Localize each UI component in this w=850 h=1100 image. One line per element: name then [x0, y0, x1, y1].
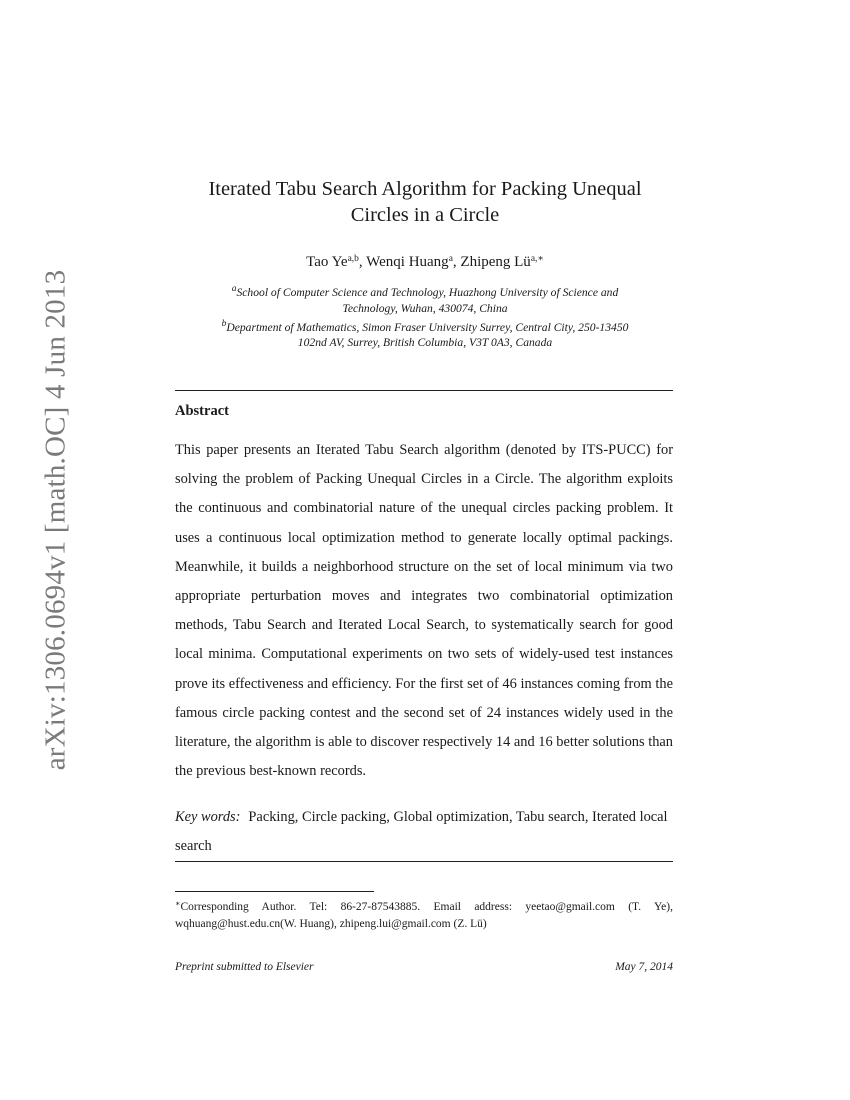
- preprint-note: Preprint submitted to Elsevier: [175, 961, 314, 973]
- abstract-text: This paper presents an Iterated Tabu Search algorithm (denoted by ITS-PUCC) for solving the problem of Packing Unequal Circles in a Circle. The algorithm exploits the continuous and combinatorial nature of the unequal circles packing problem. It uses a continuous local optimization method to generate locally optimal packings. Meanwhile, it builds a neighborhood structure on the set of local minimum via two appropriate perturbation moves and integrates two combinatorial optimization methods, Tabu Search and Iterated Local Search, to systematically search for good local minima. Computational experiments on two sets of widely-used test instances prove its effectiveness and efficiency. For the first set of 46 instances coming from the famous circle packing contest and the second set of 24 instances widely used in the literature, the algorithm is able to discover respectively 14 and 16 better solutions than the previous best-known records.: [175, 442, 673, 780]
- author-name: Tao Ye: [306, 254, 348, 270]
- affiliations: [175, 282, 675, 351]
- keywords: [175, 803, 673, 861]
- footnote-mark: ∗: [175, 899, 181, 908]
- author-list: [0, 249, 850, 272]
- author-affiliation-mark: a,∗: [530, 254, 544, 264]
- arxiv-identifier: arXiv:1306.0694v1 [math.OC] 4 Jun 2013: [39, 269, 72, 771]
- footnote-rule: [175, 891, 374, 892]
- title-line-1: Iterated Tabu Search Algorithm for Packing Unequal: [208, 178, 642, 200]
- keywords-text: Packing, Circle packing, Global optimization, Tabu search, Iterated local search: [175, 809, 668, 854]
- footnote: [175, 895, 673, 933]
- keywords-label: Key words:: [175, 809, 241, 825]
- abstract-bottom-rule: [175, 861, 673, 862]
- author-separator: ,: [452, 254, 461, 270]
- abstract-top-rule: [175, 390, 673, 391]
- affiliation-b-line-1: Department of Mathematics, Simon Fraser University Surrey, Central City, 250-13450: [226, 320, 629, 334]
- author-name: Zhipeng Lü: [460, 254, 531, 270]
- paper-title: [0, 176, 850, 228]
- date: May 7, 2014: [615, 961, 673, 973]
- affiliation-b-line-2: 102nd AV, Surrey, British Columbia, V3T 0A3, Canada: [297, 336, 553, 350]
- abstract-heading: Abstract: [175, 403, 229, 419]
- author-separator: ,: [358, 254, 367, 270]
- affiliation-a-mark: a: [231, 284, 237, 294]
- affiliation-a-line-2: Technology, Wuhan, 430074, China: [342, 301, 508, 315]
- affiliation-b-mark: b: [221, 318, 227, 329]
- footnote-text: Corresponding Author. Tel: 86-27-87543885. Email address: yeetao@gmail.com (T. Ye), wqhuang@hust.edu.cn(W. Huang), zhipeng.lui@gmail.com (Z. Lü): [175, 901, 673, 930]
- author-affiliation-mark: a: [448, 254, 453, 264]
- title-line-2: Circles in a Circle: [350, 204, 500, 226]
- author-name: Wenqi Huang: [366, 254, 449, 270]
- affiliation-a-line-1: School of Computer Science and Technology, Huazhong University of Science and: [236, 286, 619, 299]
- author-affiliation-mark: a,b: [347, 254, 359, 264]
